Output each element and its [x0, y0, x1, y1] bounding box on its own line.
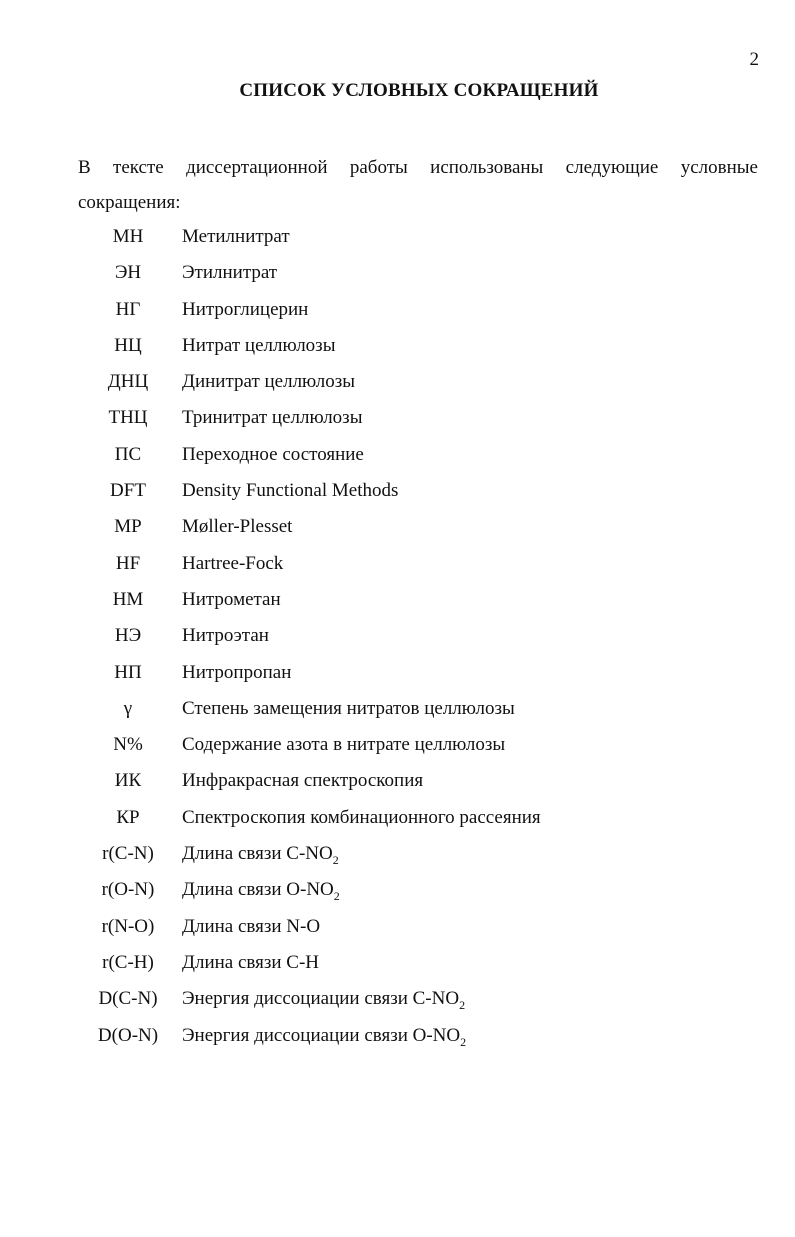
abbreviation-term: НМ	[112, 588, 144, 610]
abbreviation-definition-text: Длина связи C-NO	[182, 843, 333, 865]
abbreviation-definition	[182, 219, 290, 255]
abbreviation-row	[78, 872, 718, 908]
abbreviation-row	[78, 437, 718, 473]
abbreviation-definition	[182, 328, 335, 364]
abbreviation-row	[78, 691, 718, 727]
abbreviation-definition	[182, 364, 355, 400]
abbreviation-row	[78, 473, 718, 509]
abbreviation-definition-text: Содержание азота в нитрате целлюлозы	[182, 734, 506, 756]
abbreviation-row	[78, 727, 718, 763]
abbreviation-definition-text: Энергия диссоциации связи O-NO	[182, 1024, 461, 1046]
intro-paragraph: В тексте диссертационной работы использованы следующие условные сокращения:	[78, 157, 758, 213]
abbreviation-term: N%	[113, 734, 143, 756]
abbreviation-term: ПС	[114, 443, 142, 465]
abbreviation-row	[78, 618, 718, 654]
abbreviation-definition-text: Длина связи O-NO	[182, 879, 334, 901]
abbreviation-definition-text: Нитрометан	[182, 588, 281, 610]
abbreviation-definition	[182, 618, 269, 654]
abbreviation-term: ЭН	[114, 262, 142, 284]
abbreviation-row	[78, 509, 718, 545]
abbreviation-term: НЭ	[114, 625, 142, 647]
abbreviation-definition-text: Метилнитрат	[182, 226, 290, 247]
abbreviation-term: D(O-N)	[97, 1024, 159, 1046]
page-number: 2	[749, 49, 759, 70]
abbreviation-term: r(C-N)	[102, 843, 154, 865]
abbreviation-term: НП	[114, 661, 142, 683]
abbreviation-term: НГ	[115, 298, 141, 320]
abbreviation-row	[78, 763, 718, 799]
abbreviation-term: r(O-N)	[101, 879, 155, 901]
abbreviation-row	[78, 909, 718, 945]
abbreviation-term: ДНЦ	[107, 371, 149, 393]
abbreviation-row	[78, 836, 718, 872]
abbreviation-definition-text: Нитрат целлюлозы	[182, 334, 336, 356]
abbreviation-row	[78, 546, 718, 582]
abbreviation-term: НЦ	[114, 334, 142, 356]
abbreviation-term: КР	[116, 806, 140, 828]
abbreviation-term: r(N-O)	[101, 915, 155, 937]
abbreviation-term: МН	[112, 226, 144, 247]
abbreviation-definition	[182, 763, 423, 799]
subscript: 2	[459, 998, 466, 1013]
abbreviation-definition-text: Степень замещения нитратов целлюлозы	[182, 697, 515, 719]
abbreviation-definition-text: Энергия диссоциации связи C-NO	[182, 988, 460, 1010]
abbreviation-definition-text: Динитрат целлюлозы	[182, 371, 356, 393]
abbreviation-term: DFT	[110, 480, 146, 502]
subscript: 2	[460, 1034, 467, 1049]
abbreviation-definition	[182, 655, 291, 691]
abbreviation-term: γ	[123, 697, 133, 719]
abbreviation-definition-text: Density Functional Methods	[182, 480, 399, 502]
abbreviation-definition	[182, 945, 319, 981]
abbreviation-definition-text: Нитропропан	[182, 661, 292, 683]
abbreviation-row	[78, 655, 718, 691]
abbreviation-definition-text: Спектроскопия комбинационного рассеяния	[182, 806, 541, 828]
abbreviation-term: r(C-H)	[102, 951, 154, 973]
subscript: 2	[332, 852, 339, 867]
abbreviation-definition	[182, 800, 541, 836]
abbreviation-definition	[182, 473, 398, 509]
abbreviation-definition	[182, 255, 277, 291]
abbreviation-definition	[182, 400, 362, 436]
abbreviation-row	[78, 800, 718, 836]
subscript: 2	[333, 889, 340, 904]
abbreviation-definition-text: Нитроэтан	[182, 625, 269, 647]
abbreviation-definition	[182, 909, 320, 945]
abbreviation-definition	[182, 1018, 466, 1060]
abbreviation-row	[78, 400, 718, 436]
abbreviation-definition-text: Этилнитрат	[182, 262, 278, 284]
abbreviation-definition	[182, 546, 283, 582]
abbreviation-row	[78, 255, 718, 291]
abbreviation-row	[78, 981, 718, 1017]
abbreviation-term: MP	[114, 516, 142, 538]
abbreviation-definition	[182, 582, 281, 618]
abbreviation-row	[78, 582, 718, 618]
abbreviation-definition	[182, 727, 505, 763]
abbreviation-definition-text: Инфракрасная спектроскопия	[182, 770, 424, 792]
abbreviation-term: ИК	[114, 770, 142, 792]
abbreviation-definition-text: Møller-Plesset	[182, 516, 293, 538]
abbreviation-definition	[182, 437, 364, 473]
abbreviation-definition	[182, 292, 308, 328]
abbreviation-definition	[182, 691, 515, 727]
abbreviation-row	[78, 292, 718, 328]
abbreviation-definition-text: Нитроглицерин	[182, 298, 309, 320]
abbreviation-definition	[182, 509, 292, 545]
abbreviation-row	[78, 945, 718, 981]
abbreviation-definition-text: Тринитрат целлюлозы	[182, 407, 363, 429]
abbreviation-term: ТНЦ	[108, 407, 148, 429]
abbreviation-row	[78, 328, 718, 364]
page-title: СПИСОК УСЛОВНЫХ СОКРАЩЕНИЙ	[239, 80, 599, 101]
abbreviation-definition-text: Hartree-Fock	[182, 552, 284, 574]
abbreviation-definition-text: Длина связи N-O	[182, 915, 321, 937]
abbreviation-list	[78, 219, 718, 1054]
abbreviation-definition-text: Переходное состояние	[182, 443, 364, 465]
abbreviation-definition-text: Длина связи C-H	[182, 951, 319, 973]
abbreviation-row	[78, 364, 718, 400]
abbreviation-term: D(C-N)	[98, 988, 158, 1010]
abbreviation-row	[78, 219, 718, 255]
abbreviation-term: HF	[115, 552, 141, 574]
abbreviation-row	[78, 1018, 718, 1054]
